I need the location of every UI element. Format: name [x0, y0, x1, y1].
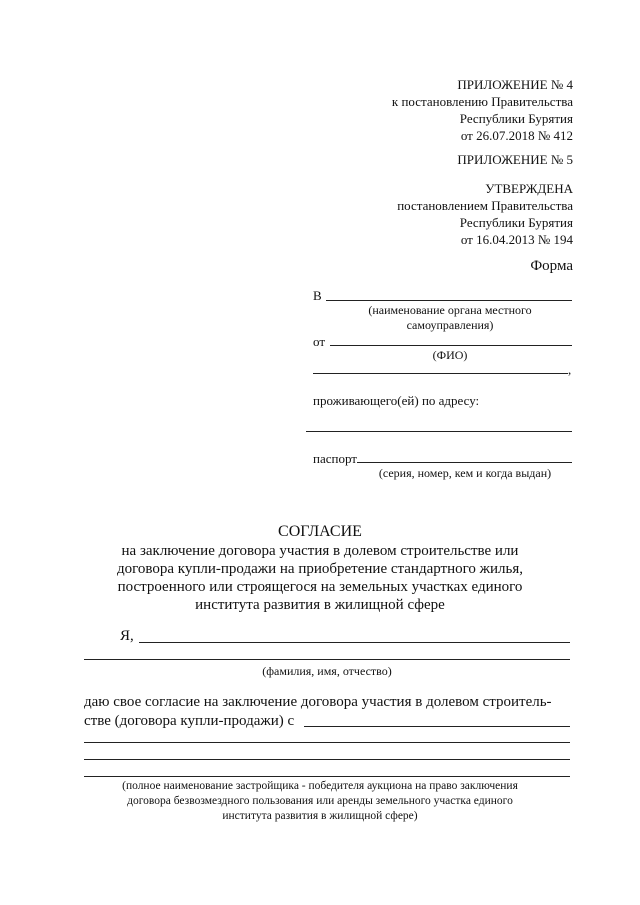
from-input-line-2[interactable]	[313, 373, 568, 374]
title-line-4: института развития в жилищной сфере	[195, 597, 445, 613]
passport-caption: (серия, номер, кем и когда выдан)	[378, 466, 552, 480]
developer-input-line-2[interactable]	[84, 742, 570, 743]
name-caption: (фамилия, имя, отчество)	[262, 664, 392, 678]
developer-caption-3: института развития в жилищной сфере)	[222, 810, 418, 822]
from-input-line[interactable]	[330, 345, 572, 346]
title-line-2: договора купли-продажи на приобретение стандартного жилья,	[116, 561, 524, 577]
approved-line4: от 16.04.2013 № 194	[460, 232, 573, 247]
document-heading: СОГЛАСИЕ	[278, 523, 362, 540]
address-input-line[interactable]	[306, 431, 572, 432]
approved-title: УТВЕРЖДЕНА	[485, 181, 573, 196]
developer-caption-2: договора безвозмездного пользования или аренды земельного участка единого	[127, 795, 513, 807]
appendix-4-title: ПРИЛОЖЕНИЕ № 4	[457, 77, 573, 92]
developer-input-line[interactable]	[304, 726, 570, 727]
passport-input-line[interactable]	[357, 462, 572, 463]
to-caption-1: (наименование органа местного	[368, 303, 532, 317]
developer-input-line-3[interactable]	[84, 759, 570, 760]
appendix-4-line4: от 26.07.2018 № 412	[460, 128, 573, 143]
comma: ,	[568, 362, 572, 377]
appendix-4-line3: Республики Бурятия	[459, 111, 573, 126]
from-prefix: от	[313, 334, 326, 349]
form-label: Форма	[530, 258, 573, 274]
passport-prefix: паспорт	[313, 451, 357, 466]
to-caption-2: самоуправления)	[406, 318, 494, 332]
i-prefix: Я,	[120, 628, 134, 644]
approved-line3: Республики Бурятия	[459, 215, 573, 230]
fio-caption: (ФИО)	[432, 348, 468, 362]
residing-label: проживающего(ей) по адресу:	[313, 393, 480, 408]
appendix-5-title: ПРИЛОЖЕНИЕ № 5	[457, 152, 573, 167]
consent-line-2: стве (договора купли-продажи) с	[84, 713, 295, 729]
to-prefix: В	[313, 288, 322, 303]
appendix-4-line2: к постановлению Правительства	[391, 94, 573, 109]
consent-line-1: даю свое согласие на заключение договора участия в долевом строитель-	[84, 694, 552, 710]
developer-input-line-4[interactable]	[84, 776, 570, 777]
approved-line2: постановлением Правительства	[397, 198, 573, 213]
developer-caption-1: (полное наименование застройщика - победителя аукциона на право заключения	[122, 780, 518, 792]
name-input-line-2[interactable]	[84, 659, 570, 660]
title-line-3: построенного или строящегося на земельных участках единого	[117, 579, 523, 595]
to-input-line[interactable]	[326, 300, 572, 301]
name-input-line[interactable]	[139, 642, 570, 643]
title-line-1: на заключение договора участия в долевом строительстве или	[121, 543, 519, 559]
